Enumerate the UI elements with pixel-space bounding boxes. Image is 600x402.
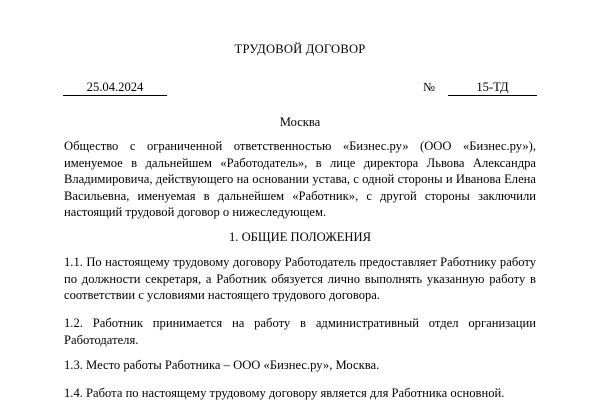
clause-1-4: 1.4. Работа по настоящему трудовому договору является для Работника основной. (64, 386, 505, 400)
intro-paragraph: Общество с ограниченной ответственностью «Бизнес.ру» (ООО «Бизнес.ру»), именуемое в дальнейшем «Работодатель», в лице директора Львова Александра Владимировича, действующего на основании устава, с одной стороны и Иванова Елена Васильевна, именуемая в дальнейшем «Работник», с другой стороны заключили настоящий трудовой договор о нижеследующем. (64, 139, 536, 220)
clause-1-2: 1.2. Работник принимается на работу в административный отдел организации Работодателя. (64, 316, 536, 347)
contract-number-label: № (423, 80, 436, 94)
contract-date: 25.04.2024 (63, 79, 167, 96)
clause-1-3: 1.3. Место работы Работника – ООО «Бизнес.ру», Москва. (64, 358, 380, 372)
clause-1-1: 1.1. По настоящему трудовому договору Работодатель предоставляет Работнику работу по должности секретаря, а Работник обязуется лично выполнять указанную работу в соответствии с условиями настоящего трудового договора. (64, 255, 536, 303)
document-title: ТРУДОВОЙ ДОГОВОР (234, 42, 366, 56)
contract-number: 15-ТД (448, 79, 537, 96)
section-heading-general: 1. ОБЩИЕ ПОЛОЖЕНИЯ (228, 230, 371, 244)
contract-city: Москва (279, 115, 321, 129)
